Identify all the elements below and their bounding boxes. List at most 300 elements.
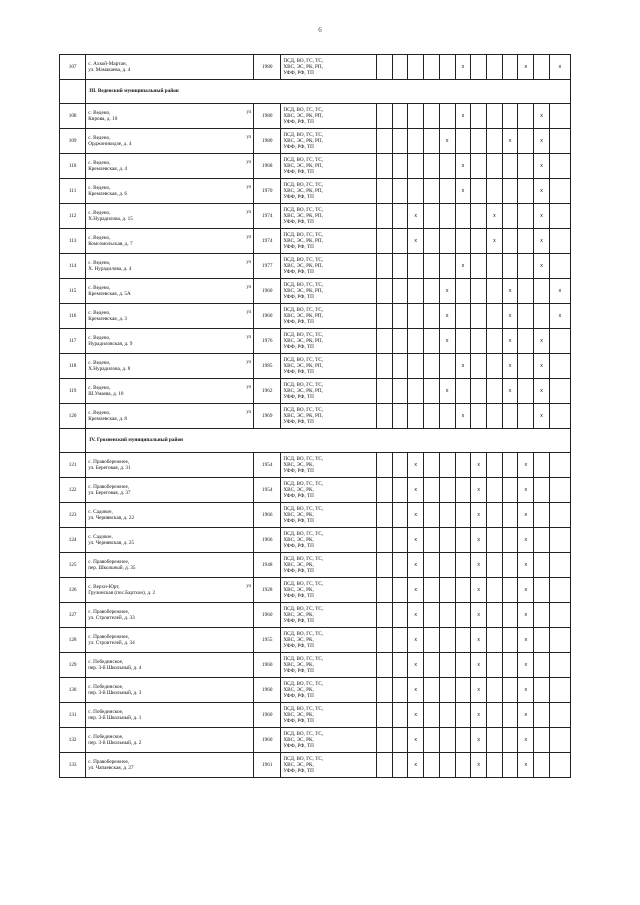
systems-line: ПСД, ВО, ГС, ТС, xyxy=(283,356,324,363)
work-type-cell xyxy=(518,503,534,528)
work-type-cell xyxy=(502,179,518,204)
address-settlement: с. Ведено, xyxy=(88,309,111,316)
work-mark: x xyxy=(477,586,480,593)
address-street: ул. Чапаевская, д. 27 xyxy=(88,765,134,771)
address-settlement: с. Ведено, xyxy=(88,409,111,416)
work-type-cell xyxy=(439,628,455,653)
work-type-cell xyxy=(502,129,518,154)
systems-line: ПСД, ВО, ГС, ТС, xyxy=(283,730,324,737)
work-mark: x xyxy=(558,312,562,319)
table-row xyxy=(60,578,571,603)
work-type-cell xyxy=(376,279,392,304)
work-type-cell xyxy=(424,354,440,379)
work-mark: x xyxy=(414,561,417,568)
work-type-cell xyxy=(424,379,440,404)
work-type-cell xyxy=(439,55,455,80)
work-type-cell xyxy=(534,528,550,553)
address-settlement: с. Ведено, xyxy=(88,209,111,216)
address-street: ул. Береговая, д. 37 xyxy=(88,490,131,496)
work-type-cell xyxy=(439,753,455,778)
work-mark: x xyxy=(493,212,496,219)
work-type-cell xyxy=(439,678,455,703)
work-mark: x xyxy=(524,511,528,518)
work-type-cell xyxy=(549,553,570,578)
address-cell xyxy=(86,204,254,229)
work-type-cell xyxy=(487,553,503,578)
work-type-cell xyxy=(487,229,503,254)
systems-cell xyxy=(281,478,376,503)
work-mark: x xyxy=(558,63,562,70)
work-type-cell xyxy=(534,453,550,478)
year-built: 1961 xyxy=(254,753,281,778)
work-type-cell xyxy=(549,279,570,304)
systems-line: ПСД, ВО, ГС, ТС, xyxy=(283,605,324,612)
work-type-cell xyxy=(518,55,534,80)
work-type-cell xyxy=(424,453,440,478)
work-type-cell xyxy=(376,478,392,503)
work-type-cell xyxy=(534,379,550,404)
systems-line: УФФ, РФ, ТП xyxy=(283,144,314,151)
work-type-cell xyxy=(408,104,424,129)
systems-cell xyxy=(281,553,376,578)
work-type-cell xyxy=(502,453,518,478)
table-row xyxy=(60,653,571,678)
work-type-cell xyxy=(549,354,570,379)
work-type-cell xyxy=(487,129,503,154)
work-type-cell xyxy=(376,703,392,728)
work-type-cell xyxy=(424,553,440,578)
work-type-cell xyxy=(471,703,487,728)
work-type-cell xyxy=(518,329,534,354)
address-settlement: с. Ведено, xyxy=(88,109,111,116)
work-type-cell xyxy=(408,753,424,778)
systems-line: ХВС, ЭС, РК, РП, xyxy=(283,337,323,344)
row-number: 118 xyxy=(60,354,86,379)
systems-line: УФФ, РФ, ТП xyxy=(283,718,314,725)
systems-cell xyxy=(281,204,376,229)
work-type-cell xyxy=(455,753,471,778)
work-type-cell xyxy=(392,404,408,429)
work-type-cell xyxy=(455,129,471,154)
year-built: 1960 xyxy=(254,603,281,628)
work-type-cell xyxy=(502,304,518,329)
address-street: ул. Строителей, д. 33 xyxy=(88,615,135,621)
work-type-cell xyxy=(376,229,392,254)
work-mark: x xyxy=(445,387,449,394)
work-mark: x xyxy=(477,661,480,668)
work-type-cell xyxy=(534,254,550,279)
work-type-cell xyxy=(534,55,550,80)
work-type-cell xyxy=(424,304,440,329)
work-type-cell xyxy=(471,628,487,653)
work-type-cell xyxy=(424,154,440,179)
address-cell xyxy=(86,653,254,678)
systems-line: ХВС, ЭС, РК, xyxy=(283,761,314,768)
work-type-cell xyxy=(392,254,408,279)
systems-line: ХВС, ЭС, РК, РП, xyxy=(283,212,323,219)
work-type-cell xyxy=(518,628,534,653)
address-cell xyxy=(86,379,254,404)
work-type-cell xyxy=(487,254,503,279)
address-street: Х.Нурадилова, д. 8 xyxy=(88,366,131,372)
table-row xyxy=(60,528,571,553)
work-type-cell xyxy=(471,728,487,753)
work-type-cell xyxy=(455,528,471,553)
work-type-cell xyxy=(392,104,408,129)
work-mark: x xyxy=(524,661,528,668)
work-mark: x xyxy=(414,661,417,668)
address-street: ул. Чернявская, д. 25 xyxy=(88,540,135,546)
work-mark: x xyxy=(540,237,543,244)
work-type-cell xyxy=(502,653,518,678)
address-street: Нурадиловская, д. 9 xyxy=(88,341,133,347)
systems-line: ХВС, ЭС, РК, xyxy=(283,661,314,668)
systems-line: УФФ, РФ, ТП xyxy=(283,394,314,401)
work-type-cell xyxy=(518,603,534,628)
work-type-cell xyxy=(408,379,424,404)
work-type-cell xyxy=(392,478,408,503)
work-mark: x xyxy=(493,237,496,244)
systems-line: УФФ, РФ, ТП xyxy=(283,319,314,326)
work-type-cell xyxy=(424,279,440,304)
work-type-cell xyxy=(502,104,518,129)
address-street: Кремлевская, д. 5А xyxy=(88,291,131,297)
work-mark: x xyxy=(477,486,480,493)
address-settlement: с. Правобережное, xyxy=(88,633,130,640)
work-mark: x xyxy=(477,761,480,768)
work-type-cell xyxy=(455,104,471,129)
work-type-cell xyxy=(376,379,392,404)
work-type-cell xyxy=(487,204,503,229)
work-type-cell xyxy=(518,204,534,229)
work-type-cell xyxy=(518,528,534,553)
systems-line: ПСД, ВО, ГС, ТС, xyxy=(283,181,324,188)
work-type-cell xyxy=(392,553,408,578)
systems-line: УФФ, РФ, ТП xyxy=(283,493,314,500)
work-type-cell xyxy=(534,354,550,379)
work-type-cell xyxy=(534,578,550,603)
row-number: 115 xyxy=(60,279,86,304)
year-built: 1954 xyxy=(254,478,281,503)
work-type-cell xyxy=(408,528,424,553)
row-number: 117 xyxy=(60,329,86,354)
work-type-cell xyxy=(408,678,424,703)
address-cell xyxy=(86,728,254,753)
work-type-cell xyxy=(487,603,503,628)
address-settlement: с. Ведено, xyxy=(88,159,111,166)
work-type-cell xyxy=(534,628,550,653)
systems-line: УФФ, РФ, ТП xyxy=(283,468,314,475)
work-type-cell xyxy=(518,703,534,728)
systems-line: ПСД, ВО, ГС, ТС, xyxy=(283,455,324,462)
systems-cell xyxy=(281,104,376,129)
work-type-cell xyxy=(487,728,503,753)
work-type-cell xyxy=(424,478,440,503)
systems-line: УФФ, РФ, ТП xyxy=(283,244,314,251)
street-abbrev: ул xyxy=(246,135,252,140)
work-type-cell xyxy=(502,254,518,279)
section-title: III. Веденский муниципальный район xyxy=(86,80,571,104)
work-mark: x xyxy=(477,461,480,468)
housing-register-table xyxy=(59,54,571,778)
work-type-cell xyxy=(534,304,550,329)
street-abbrev: ул xyxy=(246,584,252,589)
work-type-cell xyxy=(408,279,424,304)
row-number: 119 xyxy=(60,379,86,404)
work-mark: x xyxy=(414,611,417,618)
work-type-cell xyxy=(549,229,570,254)
address-settlement: с. Ведено, xyxy=(88,184,111,191)
systems-line: ПСД, ВО, ГС, ТС, xyxy=(283,505,324,512)
street-abbrev: ул xyxy=(246,335,252,340)
work-type-cell xyxy=(487,304,503,329)
work-type-cell xyxy=(376,653,392,678)
address-settlement: с. Ведено, xyxy=(88,334,111,341)
work-type-cell xyxy=(455,728,471,753)
work-mark: x xyxy=(445,137,449,144)
year-built: 1955 xyxy=(254,628,281,653)
row-number: 133 xyxy=(60,753,86,778)
address-street: Кремлевская, д. 4 xyxy=(88,166,128,172)
systems-line: ХВС, ЭС, РК, xyxy=(283,711,314,718)
work-type-cell xyxy=(487,703,503,728)
section-empty-cell xyxy=(60,80,86,104)
work-type-cell xyxy=(518,553,534,578)
work-type-cell xyxy=(408,703,424,728)
work-mark: x xyxy=(461,362,465,369)
work-type-cell xyxy=(534,478,550,503)
work-type-cell xyxy=(376,603,392,628)
work-type-cell xyxy=(424,603,440,628)
work-type-cell xyxy=(424,55,440,80)
systems-line: УФФ, РФ, ТП xyxy=(283,643,314,650)
work-type-cell xyxy=(549,129,570,154)
work-type-cell xyxy=(549,204,570,229)
work-type-cell xyxy=(376,104,392,129)
work-type-cell xyxy=(408,204,424,229)
work-type-cell xyxy=(408,478,424,503)
systems-line: УФФ, РФ, ТП xyxy=(283,169,314,176)
work-type-cell xyxy=(408,329,424,354)
row-number: 125 xyxy=(60,553,86,578)
work-mark: x xyxy=(540,112,543,119)
work-type-cell xyxy=(487,55,503,80)
work-type-cell xyxy=(502,229,518,254)
work-type-cell xyxy=(549,753,570,778)
work-type-cell xyxy=(439,179,455,204)
work-type-cell xyxy=(376,179,392,204)
street-abbrev: ул xyxy=(246,385,252,390)
street-abbrev: ул xyxy=(246,260,252,265)
work-type-cell xyxy=(549,154,570,179)
systems-cell xyxy=(281,55,376,80)
row-number: 127 xyxy=(60,603,86,628)
year-built: 1960 xyxy=(254,703,281,728)
systems-line: ХВС, ЭС, РК, xyxy=(283,586,314,593)
work-mark: x xyxy=(524,63,528,70)
work-mark: x xyxy=(477,561,480,568)
table-row xyxy=(60,279,571,304)
systems-line: ПСД, ВО, ГС, ТС, xyxy=(283,480,324,487)
work-mark: x xyxy=(524,636,528,643)
address-cell xyxy=(86,678,254,703)
year-built: 1985 xyxy=(254,354,281,379)
table-row xyxy=(60,329,571,354)
work-type-cell xyxy=(534,404,550,429)
work-mark: x xyxy=(508,137,512,144)
address-cell xyxy=(86,55,254,80)
systems-cell xyxy=(281,703,376,728)
work-mark: x xyxy=(540,337,543,344)
work-type-cell xyxy=(502,628,518,653)
systems-line: ПСД, ВО, ГС, ТС, xyxy=(283,206,324,213)
work-type-cell xyxy=(424,129,440,154)
work-type-cell xyxy=(487,354,503,379)
work-type-cell xyxy=(408,354,424,379)
work-mark: x xyxy=(540,387,543,394)
work-type-cell xyxy=(471,104,487,129)
work-type-cell xyxy=(392,379,408,404)
address-cell xyxy=(86,104,254,129)
work-mark: x xyxy=(414,636,417,643)
work-type-cell xyxy=(424,703,440,728)
work-mark: x xyxy=(477,711,480,718)
address-cell xyxy=(86,703,254,728)
work-mark: x xyxy=(445,337,449,344)
work-mark: x xyxy=(477,736,480,743)
work-type-cell xyxy=(549,254,570,279)
work-type-cell xyxy=(455,478,471,503)
systems-line: ПСД, ВО, ГС, ТС, xyxy=(283,705,324,712)
row-number: 128 xyxy=(60,628,86,653)
year-built: 1976 xyxy=(254,329,281,354)
work-type-cell xyxy=(518,578,534,603)
street-abbrev: ул xyxy=(246,185,252,190)
work-type-cell xyxy=(455,254,471,279)
work-type-cell xyxy=(534,553,550,578)
work-type-cell xyxy=(408,653,424,678)
work-type-cell xyxy=(502,528,518,553)
work-type-cell xyxy=(392,603,408,628)
work-type-cell xyxy=(376,204,392,229)
work-type-cell xyxy=(518,154,534,179)
work-type-cell xyxy=(392,703,408,728)
systems-line: УФФ, РФ, ТП xyxy=(283,419,314,426)
systems-line: УФФ, РФ, ТП xyxy=(283,70,314,77)
work-type-cell xyxy=(502,204,518,229)
work-type-cell xyxy=(408,179,424,204)
work-mark: x xyxy=(414,761,417,768)
systems-cell xyxy=(281,603,376,628)
table-row xyxy=(60,478,571,503)
work-type-cell xyxy=(376,678,392,703)
work-type-cell xyxy=(534,503,550,528)
systems-line: УФФ, РФ, ТП xyxy=(283,593,314,600)
work-mark: x xyxy=(461,63,465,70)
work-mark: x xyxy=(540,187,543,194)
work-type-cell xyxy=(439,703,455,728)
row-number: 107 xyxy=(60,55,86,80)
work-mark: x xyxy=(508,362,512,369)
work-type-cell xyxy=(518,229,534,254)
systems-cell xyxy=(281,304,376,329)
year-built: 1980 xyxy=(254,104,281,129)
work-mark: x xyxy=(524,561,528,568)
systems-cell xyxy=(281,503,376,528)
work-type-cell xyxy=(518,354,534,379)
year-built: 1948 xyxy=(254,553,281,578)
work-type-cell xyxy=(376,354,392,379)
work-type-cell xyxy=(455,379,471,404)
work-type-cell xyxy=(439,453,455,478)
table-row xyxy=(60,728,571,753)
work-type-cell xyxy=(424,404,440,429)
work-type-cell xyxy=(471,453,487,478)
address-street: Комсомольская, д. 7 xyxy=(88,241,133,247)
year-built: 1960 xyxy=(254,728,281,753)
year-built: 1980 xyxy=(254,55,281,80)
work-type-cell xyxy=(549,603,570,628)
work-type-cell xyxy=(424,528,440,553)
work-mark: x xyxy=(414,212,417,219)
address-street: пер. Школьный, д. 35 xyxy=(88,565,136,571)
row-number: 130 xyxy=(60,678,86,703)
work-type-cell xyxy=(471,553,487,578)
work-type-cell xyxy=(376,528,392,553)
year-built: 1966 xyxy=(254,503,281,528)
work-type-cell xyxy=(408,254,424,279)
systems-line: ХВС, ЭС, РК, РП, xyxy=(283,63,323,70)
work-type-cell xyxy=(487,453,503,478)
work-type-cell xyxy=(408,229,424,254)
work-type-cell xyxy=(534,229,550,254)
systems-line: УФФ, РФ, ТП xyxy=(283,518,314,525)
work-mark: x xyxy=(461,112,465,119)
street-abbrev: ул xyxy=(246,360,252,365)
work-type-cell xyxy=(518,404,534,429)
work-mark: x xyxy=(477,636,480,643)
table-row xyxy=(60,379,571,404)
systems-cell xyxy=(281,254,376,279)
address-cell xyxy=(86,404,254,429)
address-street: Грузинская (пос.Бартхон), д. 2 xyxy=(88,590,156,596)
systems-line: ХВС, ЭС, РК, РП, xyxy=(283,162,323,169)
work-type-cell xyxy=(376,304,392,329)
work-type-cell xyxy=(502,728,518,753)
work-type-cell xyxy=(392,304,408,329)
work-mark: x xyxy=(445,312,449,319)
work-type-cell xyxy=(408,129,424,154)
work-type-cell xyxy=(502,503,518,528)
work-type-cell xyxy=(518,279,534,304)
work-type-cell xyxy=(408,304,424,329)
year-built: 1980 xyxy=(254,129,281,154)
year-built: 1962 xyxy=(254,379,281,404)
row-number: 126 xyxy=(60,578,86,603)
work-type-cell xyxy=(534,753,550,778)
address-street: ул. Береговая, д. 31 xyxy=(88,465,131,471)
systems-line: УФФ, РФ, ТП xyxy=(283,294,314,301)
work-type-cell xyxy=(376,154,392,179)
work-mark: x xyxy=(414,237,417,244)
address-street: Орджоникидзе, д. 4 xyxy=(88,141,132,147)
work-type-cell xyxy=(439,104,455,129)
row-number: 122 xyxy=(60,478,86,503)
work-type-cell xyxy=(487,578,503,603)
work-type-cell xyxy=(487,329,503,354)
work-type-cell xyxy=(392,653,408,678)
address-cell xyxy=(86,628,254,653)
